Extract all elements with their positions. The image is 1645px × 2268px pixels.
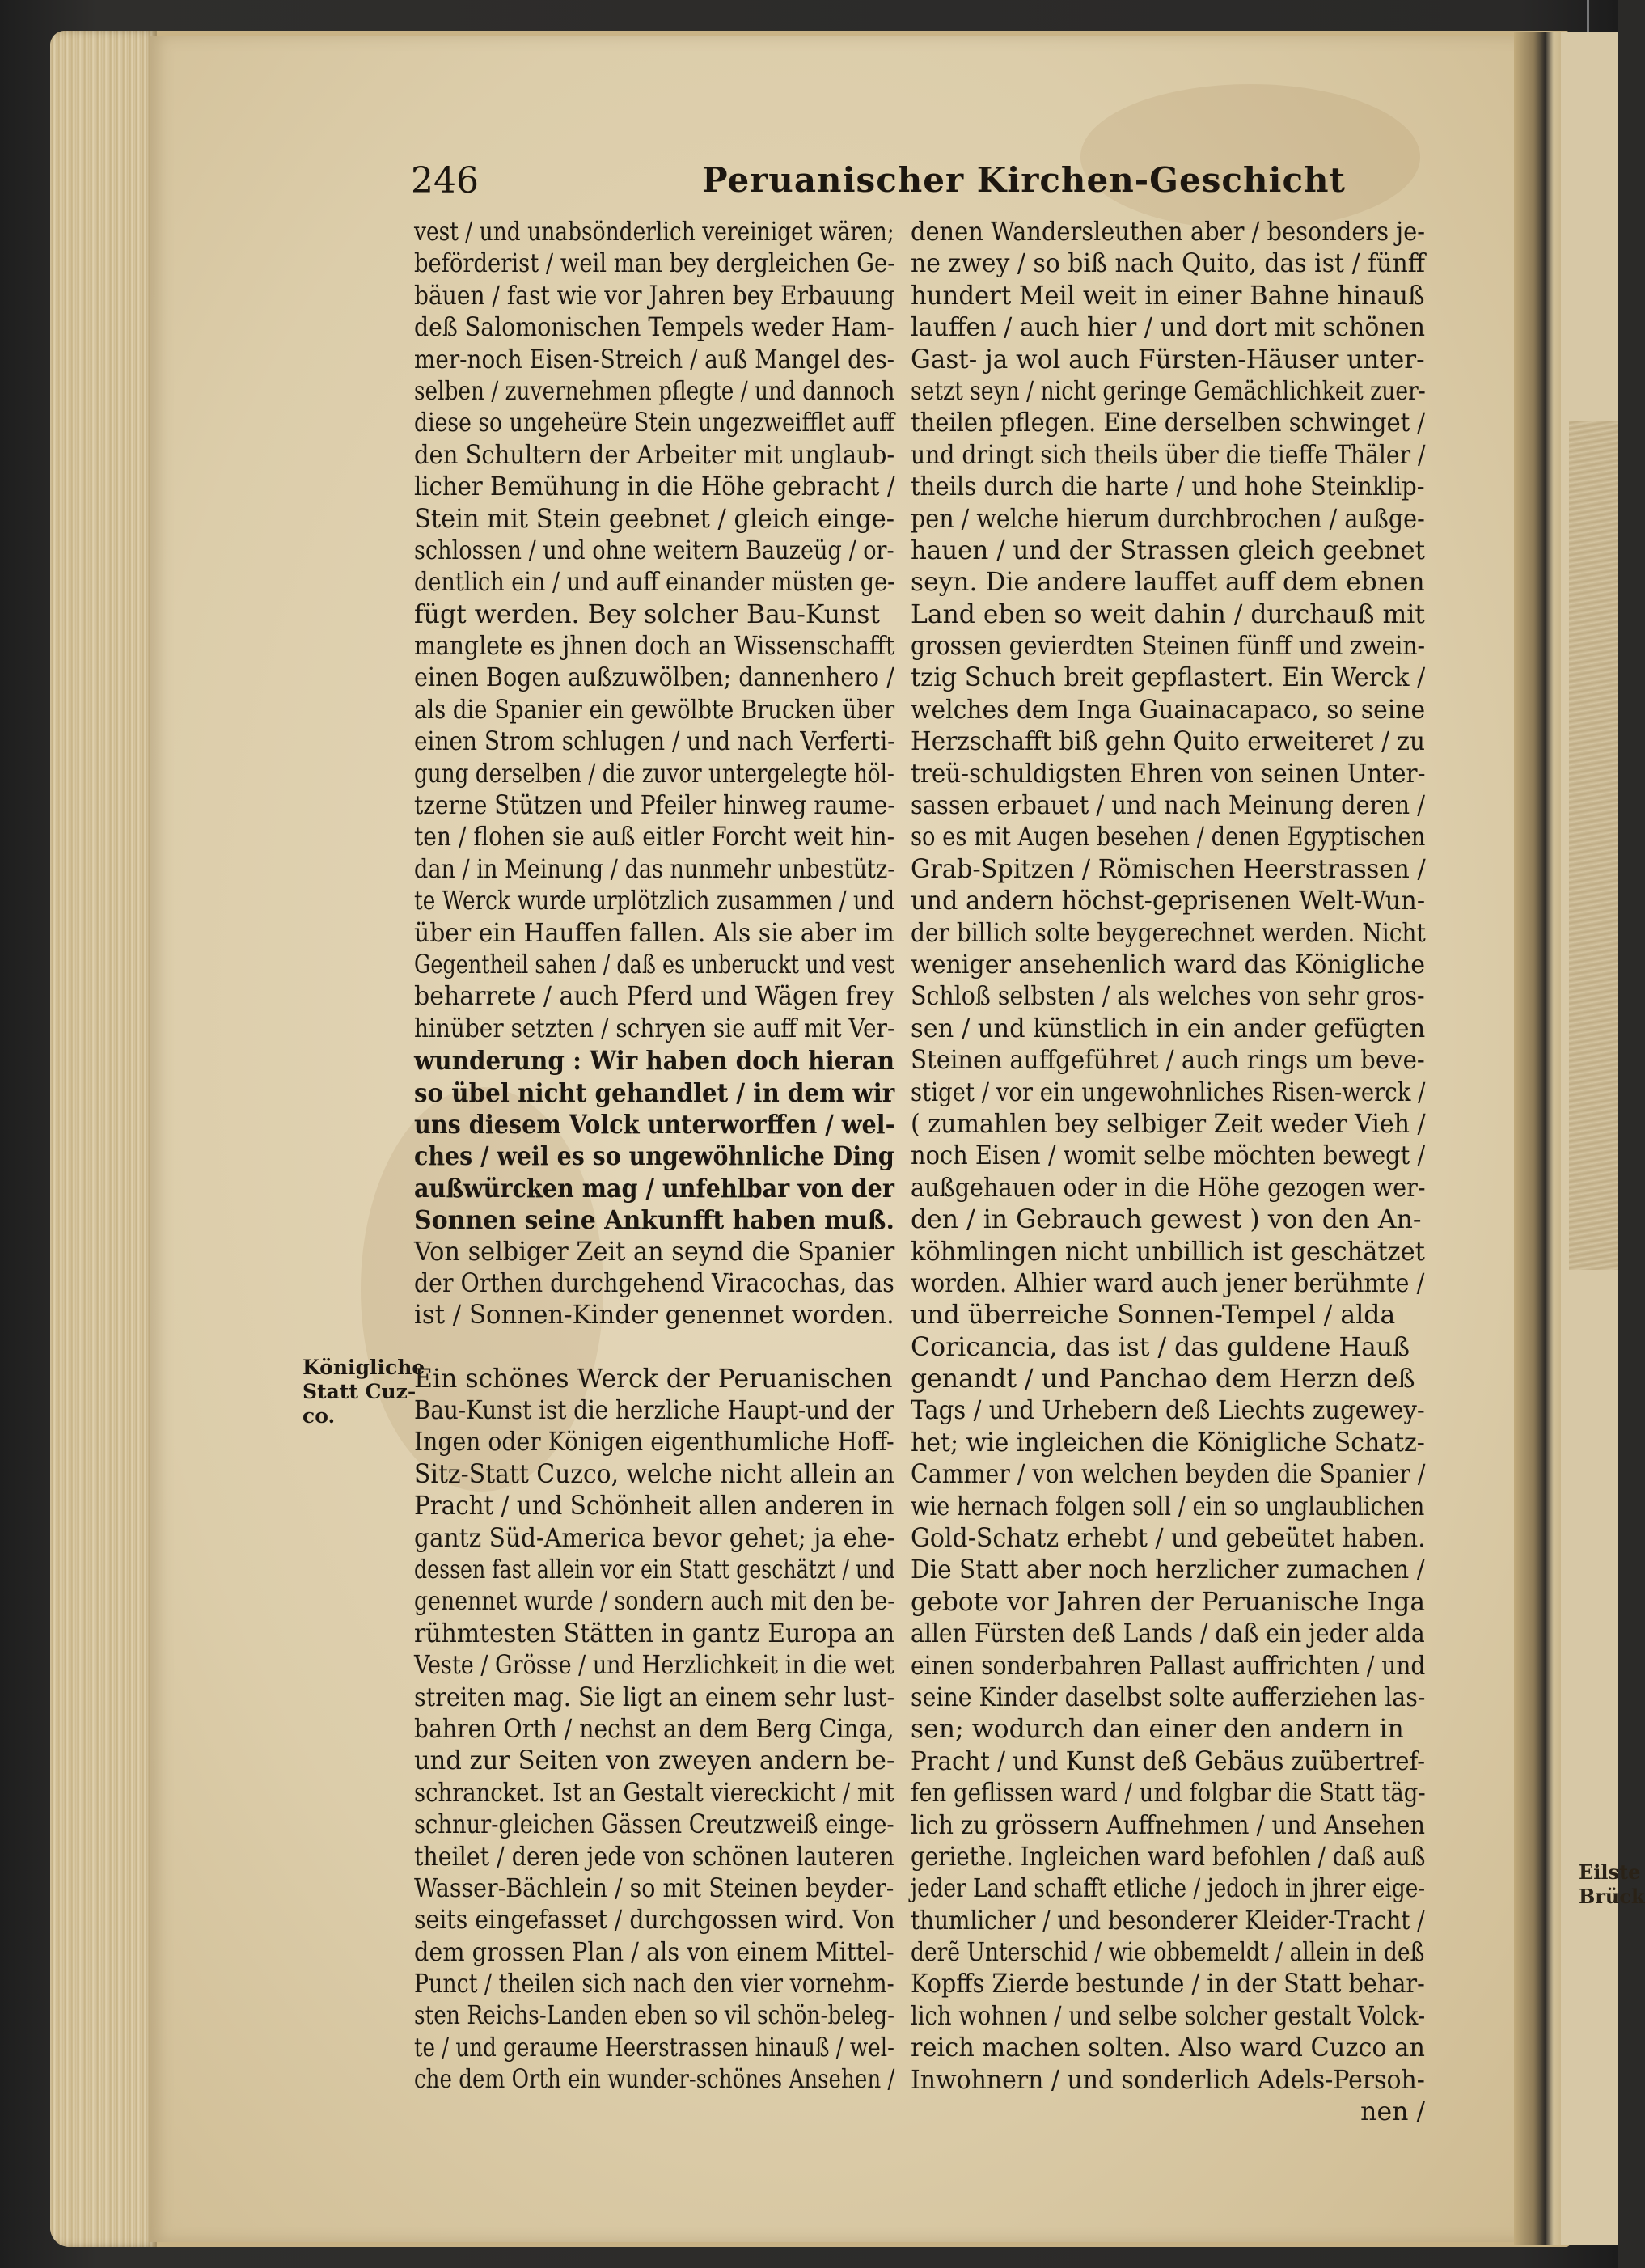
text-line: welches dem Inga Guainacapaco, so seine — [911, 695, 1426, 725]
text-line: dentlich ein / und auff einander müsten ge- — [414, 568, 895, 598]
text-line: licher Bemühung in die Höhe gebracht / — [414, 472, 895, 502]
text-line: Sonnen seine Ankunfft haben muß. — [414, 1205, 894, 1236]
page-title: Peruanischer Kirchen-Geschicht — [702, 160, 1346, 200]
text-line: außwürcken mag / unfehlbar von der — [414, 1173, 894, 1204]
text-line: einen Bogen außzuwölben; dannenhero / — [414, 663, 894, 693]
text-line: der Orthen durchgehend Viracochas, das — [414, 1268, 894, 1298]
facing-page-word: Eilste — [1579, 1860, 1641, 1884]
page-edges — [50, 31, 157, 2247]
text-line: Die Statt aber noch herzlicher zumachen / — [911, 1555, 1425, 1585]
text-line: vest / und unabsönderlich vereiniget wären; — [414, 218, 894, 247]
text-line: so übel nicht gehandlet / in dem wir — [414, 1077, 895, 1108]
text-line: Coricancia, das ist / das guldene Hauß — [911, 1332, 1410, 1362]
text-line: Herzschafft biß gehn Quito erweiteret / zu — [911, 727, 1426, 757]
text-line: geriethe. Ingleichen ward befohlen / daß auß — [911, 1842, 1426, 1872]
text-line: stiget / vor ein ungewohnliches Risen-werck / — [911, 1077, 1426, 1107]
margin-note — [302, 1356, 425, 1428]
text-line: seine Kinder daselbst solte aufferziehen las- — [911, 1682, 1426, 1712]
text-line: beförderist / weil man bey dergleichen Ge- — [414, 249, 895, 279]
text-line: treü-schuldigsten Ehren von seinen Unter- — [911, 759, 1426, 789]
text-line: Sitz-Statt Cuzco, welche nicht allein an — [414, 1459, 894, 1489]
text-line: ne zwey / so biß nach Quito, das ist / fünff — [911, 249, 1425, 279]
text-line: einen Strom schlugen / und nach Verferti- — [414, 727, 895, 757]
text-line: fen geflissen ward / und folgbar die Statt täg- — [911, 1779, 1426, 1809]
text-line: einen sonderbahren Pallast auffrichten / und — [911, 1651, 1426, 1681]
text-line: pen / welche hierum durchbrochen / außge- — [911, 504, 1425, 534]
text-line: streiten mag. Sie ligt an einem sehr lust- — [414, 1682, 895, 1712]
text-line: deß Salomonischen Tempels weder Ham- — [414, 313, 894, 343]
text-line: den / in Gebrauch gewest ) von den An- — [911, 1205, 1422, 1235]
text-line: allen Fürsten deß Lands / daß ein jeder alda — [911, 1619, 1425, 1649]
text-line: und zur Seiten von zweyen andern be- — [414, 1746, 895, 1776]
text-line: manglete es jhnen doch an Wissenschafft — [414, 632, 895, 662]
text-line: lich zu grössern Auffnehmen / und Ansehen — [911, 1810, 1426, 1840]
text-line: dem grossen Plan / als von einem Mittel- — [414, 1937, 894, 1967]
text-line: gantz Süd-America bevor gehet; ja ehe- — [414, 1523, 895, 1553]
text-line: Wasser-Bächlein / so mit Steinen beyder- — [414, 1873, 894, 1903]
text-line: thumlicher / und besonderer Kleider-Tracht / — [911, 1906, 1425, 1936]
page-number: 246 — [411, 160, 479, 201]
text-line: Grab-Spitzen / Römischen Heerstrassen / — [911, 854, 1426, 884]
text-line: Kopffs Zierde bestunde / in der Statt behar- — [911, 1970, 1425, 1999]
text-line: genandt / und Panchao dem Herzn deß — [911, 1365, 1415, 1394]
text-line: genennet wurde / sondern auch mit den be- — [414, 1587, 895, 1617]
text-line: und überreiche Sonnen-Tempel / alda — [911, 1301, 1396, 1331]
text-line: theilen pflegen. Eine derselben schwinget / — [911, 408, 1426, 438]
text-line: schrancket. Ist an Gestalt viereckicht / mit — [414, 1778, 894, 1808]
text-line: mer-noch Eisen-Streich / auß Mangel des- — [414, 345, 895, 374]
text-line: hauen / und der Strassen gleich geebnet — [911, 535, 1426, 565]
text-line: Tags / und Urhebern deß Liechts zugewey- — [911, 1396, 1425, 1426]
text-line: rühmtesten Stätten in gantz Europa an — [414, 1618, 895, 1648]
text-line: wunderung : Wir haben doch hieran — [414, 1046, 895, 1077]
text-line: als die Spanier ein gewölbte Brucken über — [414, 695, 895, 725]
text-line: schnur-gleichen Gässen Creutzweiß einge- — [414, 1810, 894, 1840]
text-line: Schloß selbsten / als welches von sehr gros- — [911, 982, 1425, 1012]
text-line: theils durch die harte / und hohe Steinklip- — [911, 472, 1425, 502]
text-line — [414, 1332, 894, 1364]
text-line: bahren Orth / nechst an dem Berg Cinga, — [414, 1714, 894, 1744]
text-line: ( zumahlen bey selbiger Zeit weder Vieh / — [911, 1109, 1426, 1139]
text-line: Bau-Kunst ist die herzliche Haupt-und der — [414, 1396, 894, 1426]
text-line: sen / und künstlich in ein ander gefügten — [911, 1013, 1426, 1043]
text-line: und andern höchst-geprisenen Welt-Wun- — [911, 886, 1426, 916]
text-line: tzerne Stützen und Pfeiler hinweg raume- — [414, 791, 895, 821]
text-line: Land eben so weit dahin / durchauß mit — [911, 599, 1425, 629]
margin-note-line: co. — [302, 1404, 336, 1428]
text-line: derẽ Unterschid / wie obbemeldt / allein in deß — [911, 1938, 1425, 1968]
text-line: worden. Alhier ward auch jener berühmte / — [911, 1268, 1425, 1298]
text-line: weniger ansehenlich ward das Königliche — [911, 950, 1426, 980]
text-line: sten Reichs-Landen eben so vil schön-beleg- — [414, 2001, 895, 2031]
text-line: Punct / theilen sich nach den vier vornehm- — [414, 1970, 894, 1999]
text-line: reich machen solten. Also ward Cuzco an — [911, 2033, 1425, 2063]
text-line: Pracht / und Schönheit allen anderen in — [414, 1492, 894, 1521]
text-line: diese so ungeheüre Stein ungezweifflet auff — [414, 408, 894, 438]
left-text-column — [414, 217, 894, 2097]
text-line: Gegentheil sahen / daß es unberuckt und vest — [414, 950, 895, 980]
text-line: außgehauen oder in die Höhe gezogen wer- — [911, 1173, 1426, 1203]
text-line: hinüber setzten / schryen sie auff mit Ver- — [414, 1013, 895, 1043]
text-line: uns diesem Volck unterworffen / wel- — [414, 1109, 895, 1140]
text-line: Gold-Schatz erhebt / und gebeütet haben. — [911, 1524, 1426, 1554]
text-line: beharrete / auch Pferd und Wägen frey — [414, 982, 894, 1012]
text-line: Gast- ja wol auch Fürsten-Häuser unter- — [911, 345, 1425, 374]
facing-page-fragment — [1579, 1860, 1645, 1909]
catchword: nen / — [1360, 2097, 1425, 2127]
text-line: hundert Meil weit in einer Bahne hinauß — [911, 281, 1425, 311]
text-line: Steinen auffgeführet / auch rings um beve- — [911, 1046, 1425, 1076]
text-line: Ingen oder Königen eigenthumliche Hoff- — [414, 1428, 894, 1458]
text-line: köhmlingen nicht unbillich ist geschätzet — [911, 1237, 1425, 1267]
text-line: gebote vor Jahren der Peruanische Inga — [911, 1587, 1426, 1617]
text-line: sassen erbauet / und nach Meinung deren / — [911, 791, 1425, 821]
text-line: sen; wodurch dan einer den andern in — [911, 1715, 1404, 1745]
text-line: seits eingefasset / durchgossen wird. Von — [414, 1906, 895, 1936]
text-line: Pracht / und Kunst deß Gebäus zuübertref- — [911, 1746, 1426, 1776]
right-text-column — [911, 217, 1425, 2128]
text-line: über ein Hauffen fallen. Als sie aber im — [414, 918, 894, 948]
text-line: ist / Sonnen-Kinder genennet worden. — [414, 1301, 894, 1331]
text-line: Cammer / von welchen beyden die Spanier / — [911, 1460, 1426, 1490]
text-line: Veste / Grösse / und Herzlichkeit in die wet — [414, 1651, 894, 1681]
text-line: lauffen / auch hier / und dort mit schönen — [911, 313, 1426, 343]
text-line: denen Wandersleuthen aber / besonders je- — [911, 218, 1425, 247]
text-line: tzig Schuch breit gepflastert. Ein Werck / — [911, 663, 1426, 693]
text-line: dan / in Meinung / das nunmehr unbestütz- — [414, 854, 895, 884]
text-line: Ein schönes Werck der Peruanischen — [414, 1364, 893, 1394]
text-line: dessen fast allein vor ein Statt geschätzt / und — [414, 1555, 895, 1585]
text-line: gung derselben / die zuvor untergelegte höl- — [414, 759, 894, 789]
text-line: seyn. Die andere lauffet auff dem ebnen — [911, 568, 1425, 598]
text-line: noch Eisen / womit selbe möchten bewegt / — [911, 1141, 1426, 1171]
text-line: ches / weil es so ungewöhnliche Ding — [414, 1141, 894, 1172]
text-line: Von selbiger Zeit an seynd die Spanier — [414, 1237, 895, 1267]
text-line: den Schultern der Arbeiter mit unglaub- — [414, 440, 895, 470]
text-line: setzt seyn / nicht geringe Gemächlichkeit zuer- — [911, 376, 1426, 406]
running-head — [411, 160, 1462, 209]
text-line: selben / zuvernehmen pflegte / und dannoch — [414, 376, 895, 406]
text-line: ten / flohen sie auß eitler Forcht weit hin- — [414, 823, 895, 853]
text-line: Inwohnern / und sonderlich Adels-Persoh- — [911, 2065, 1425, 2095]
text-line: der billich solte beygerechnet werden. Nicht — [911, 918, 1426, 948]
text-line: jeder Land schafft etliche / jedoch in jhrer eige- — [911, 1874, 1426, 1904]
facing-page-word: Brück — [1579, 1885, 1645, 1908]
text-line: fügt werden. Bey solcher Bau-Kunst — [414, 599, 881, 629]
text-line: Stein mit Stein geebnet / gleich einge- — [414, 504, 895, 534]
facing-page-engraving — [1569, 421, 1618, 1270]
margin-note-line: Königliche — [302, 1356, 425, 1379]
text-line: bäuen / fast wie vor Jahren bey Erbauung — [414, 281, 895, 311]
margin-note-line: Statt Cuz- — [302, 1380, 417, 1403]
text-line: lich wohnen / und selbe solcher gestalt Volck- — [911, 2001, 1426, 2031]
text-line: schlossen / und ohne weitern Bauzeüg / or- — [414, 535, 894, 565]
text-line: theilet / deren jede von schönen lauteren — [414, 1842, 894, 1872]
text-line: so es mit Augen besehen / denen Egyptischen — [911, 823, 1426, 853]
text-line: und dringt sich theils über die tieffe Thäler / — [911, 440, 1426, 470]
text-line: te Werck wurde urplötzlich zusammen / und — [414, 886, 895, 916]
text-line: grossen gevierdten Steinen fünff und zwein- — [911, 632, 1426, 662]
text-line: che dem Orth ein wunder-schönes Ansehen / — [414, 2065, 895, 2095]
text-line: het; wie ingleichen die Königliche Schatz- — [911, 1428, 1425, 1458]
text-line: wie hernach folgen soll / ein so unglaublichen — [911, 1492, 1425, 1521]
text-line: te / und geraume Heerstrassen hinauß / wel- — [414, 2033, 894, 2063]
